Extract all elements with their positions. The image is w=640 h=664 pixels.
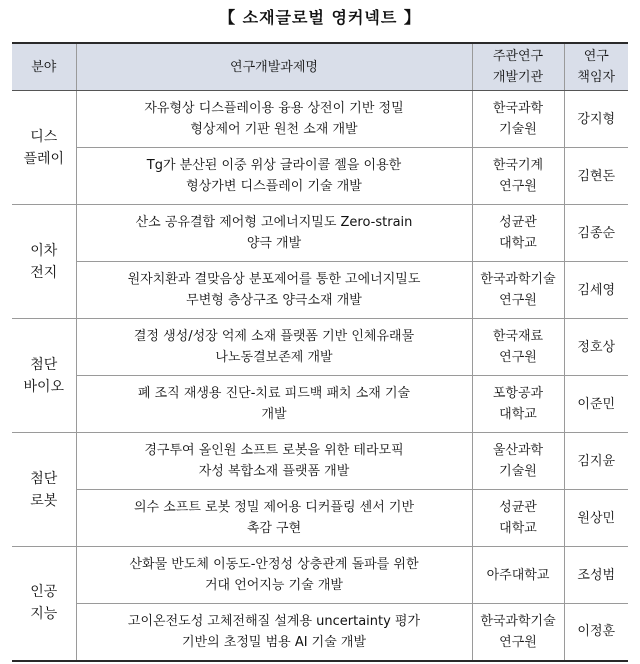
task-title-cell [76, 91, 472, 148]
project-table [12, 42, 628, 662]
header-org: 주관연구 개발기관 [472, 43, 564, 91]
header-task: 연구개발과제명 [76, 43, 472, 91]
organization-line: 성균관 [499, 500, 537, 515]
task-title-line: 거대 언어지능 기술 개발 [205, 578, 343, 593]
task-title-cell [76, 205, 472, 262]
table-row [12, 376, 628, 433]
task-title-line: 나노동결보존제 개발 [215, 350, 333, 365]
lead-researcher-cell: 김종순 [564, 205, 628, 262]
task-title-cell [76, 433, 472, 490]
organization-line: 한국과학 [492, 101, 544, 116]
organization-cell [472, 319, 564, 376]
task-title-line: 원자치환과 결맞음상 분포제어를 통한 고에너지밀도 [127, 272, 421, 287]
task-title-cell [76, 148, 472, 205]
task-title-line: 산화물 반도체 이동도-안정성 상충관계 돌파를 위한 [129, 557, 419, 572]
lead-researcher-cell: 김세영 [564, 262, 628, 319]
organization-cell [472, 604, 564, 661]
task-title-line: 무변형 층상구조 양극소재 개발 [186, 293, 362, 308]
lead-researcher-cell: 정호상 [564, 319, 628, 376]
task-title-line: 개발 [261, 407, 287, 422]
organization-line: 성균관 [499, 215, 537, 230]
header-field: 분야 [12, 43, 76, 91]
organization-cell [472, 91, 564, 148]
organization-line: 한국재료 [492, 329, 544, 344]
lead-researcher-cell: 김지윤 [564, 433, 628, 490]
task-title-line: 의수 소프트 로봇 정밀 제어용 디커플링 센서 기반 [133, 500, 415, 515]
field-cell [12, 205, 76, 319]
task-title-line: 자성 복합소재 플랫폼 개발 [198, 464, 350, 479]
organization-line: 대학교 [499, 236, 537, 251]
organization-line: 한국과학기술 [480, 272, 556, 287]
field-label-line: 첨단 [30, 470, 58, 487]
task-title-line: 폐 조직 재생용 진단-치료 피드백 패치 소재 기술 [137, 386, 411, 401]
task-title-cell [76, 604, 472, 661]
task-title-line: 결정 생성/성장 억제 소재 플랫폼 기반 인체유래물 [133, 329, 415, 344]
table-row [12, 262, 628, 319]
organization-line: 연구원 [499, 179, 537, 194]
organization-line: 울산과학 [492, 443, 544, 458]
lead-researcher-cell: 원상민 [564, 490, 628, 547]
lead-researcher-cell: 강지형 [564, 91, 628, 148]
page-title: 【 소재글로벌 영커넥트 】 [219, 8, 421, 27]
field-label-line: 첨단 [30, 356, 58, 373]
field-cell [12, 433, 76, 547]
organization-cell [472, 376, 564, 433]
field-label-line: 인공 [30, 584, 58, 601]
task-title-line: 경구투여 올인원 소프트 로봇을 위한 테라모픽 [144, 443, 404, 458]
field-label-line: 디스 [30, 128, 58, 145]
lead-researcher-cell: 김현돈 [564, 148, 628, 205]
organization-line: 연구원 [499, 634, 537, 650]
organization-cell [472, 205, 564, 262]
task-title-line: 자유형상 디스플레이용 융용 상전이 기반 정밀 [144, 101, 404, 116]
task-title-line: 촉감 구현 [246, 521, 302, 536]
organization-line: 대학교 [499, 407, 537, 422]
table-row [12, 205, 628, 262]
table-row [12, 433, 628, 490]
organization-line: 한국과학기술 [480, 613, 556, 629]
table-row [12, 148, 628, 205]
organization-line: 한국기계 [492, 158, 544, 173]
field-label-line: 이차 [30, 242, 58, 259]
task-title-line: Tg가 분산된 이중 위상 글라이콜 젤을 이용한 [146, 158, 402, 173]
organization-line: 기술원 [499, 464, 537, 479]
task-title-line: 고이온전도성 고체전해질 설계용 uncertainty 평가 [127, 613, 421, 629]
organization-cell [472, 262, 564, 319]
field-cell [12, 547, 76, 661]
lead-researcher-cell: 이정훈 [564, 604, 628, 661]
lead-researcher-cell: 이준민 [564, 376, 628, 433]
table-row [12, 490, 628, 547]
field-cell [12, 91, 76, 205]
organization-line: 연구원 [499, 293, 537, 308]
organization-line: 대학교 [499, 521, 537, 536]
task-title-line: 형상제어 기판 원천 소재 개발 [190, 122, 358, 137]
organization-line: 연구원 [499, 350, 537, 365]
organization-cell [472, 148, 564, 205]
field-label-line: 지능 [30, 606, 58, 623]
task-title-cell [76, 490, 472, 547]
organization-cell [472, 547, 564, 604]
field-label-line: 플레이 [23, 150, 65, 167]
table-row [12, 91, 628, 148]
task-title-line: 산소 공유결합 제어형 고에너지밀도 Zero-strain [135, 215, 413, 230]
header-lead: 연구 책임자 [564, 43, 628, 91]
task-title-line: 양극 개발 [246, 236, 302, 251]
task-title-cell [76, 262, 472, 319]
organization-cell [472, 490, 564, 547]
field-label-line: 전지 [30, 264, 58, 281]
table-header-row [12, 43, 628, 91]
organization-line: 아주대학교 [486, 567, 550, 583]
organization-cell [472, 433, 564, 490]
table-body [12, 91, 628, 661]
table-row [12, 547, 628, 604]
task-title-cell [76, 319, 472, 376]
organization-line: 기술원 [499, 122, 537, 137]
task-title-cell [76, 547, 472, 604]
field-label-line: 로봇 [30, 492, 58, 509]
field-cell [12, 319, 76, 433]
field-label-line: 바이오 [23, 378, 65, 395]
organization-line: 포항공과 [492, 386, 544, 401]
lead-researcher-cell: 조성범 [564, 547, 628, 604]
table-row [12, 604, 628, 661]
task-title-line: 형상가변 디스플레이 기술 개발 [186, 179, 362, 194]
table-row [12, 319, 628, 376]
task-title-line: 기반의 초정밀 범용 AI 기술 개발 [181, 634, 367, 650]
task-title-cell [76, 376, 472, 433]
